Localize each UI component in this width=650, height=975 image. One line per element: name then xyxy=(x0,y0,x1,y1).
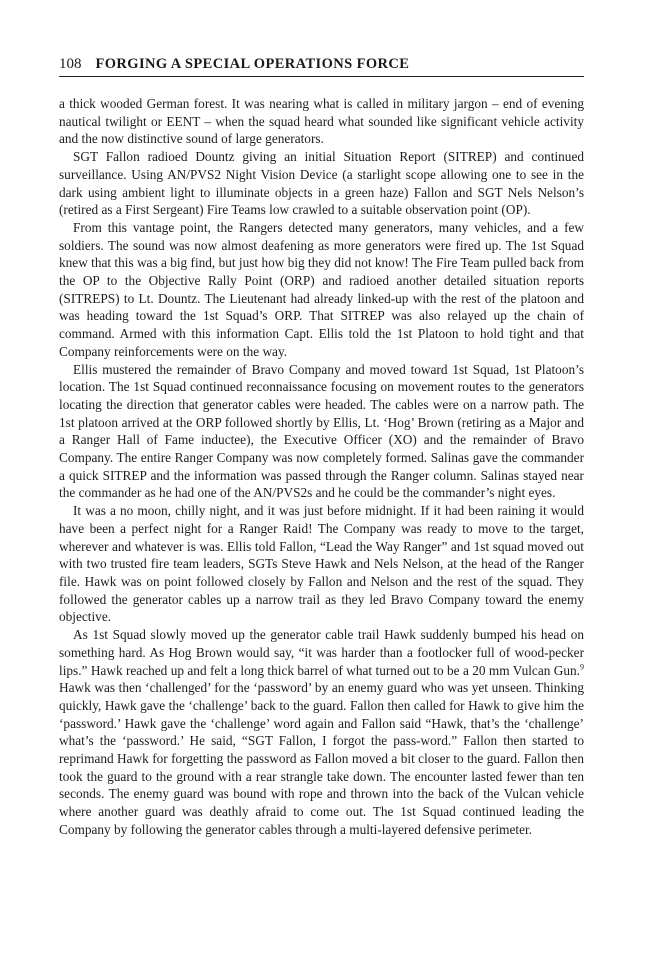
paragraph: SGT Fallon radioed Dountz giving an initial Situation Report (SITREP) and continued surveillance. Using AN/PVS2 Night Vision Device (a starlight scope allowing one to see in the dark using ambient light to illuminate objects in a green haze) Fallon and SGT Nels Nelson’s (retired as a First Sergeant) Fire Teams low crawled to a suitable observation point (OP). xyxy=(59,149,584,218)
body-text xyxy=(59,95,584,839)
paragraph: It was a no moon, chilly night, and it was just before midnight. If it had been raining it would have been a perfect night for a Ranger Raid! The Company was ready to move to the target, wherever and whatever is was. Ellis told Fallon, “Lead the Way Ranger” and 1st squad moved out with two trusted fire team leaders, SGTs Steve Hawk and Nels Nelson, at the head of the Ranger file. Hawk was on point followed closely by Fallon and Nelson and the rest of the squad. They followed the generator cables up a narrow trail as they led Bravo Company toward the enemy objective. xyxy=(59,503,584,625)
paragraph: Ellis mustered the remainder of Bravo Company and moved toward 1st Squad, 1st Platoon’s location. The 1st Squad continued reconnaissance focusing on movement routes to the generators locating the direction that generator cables were headed. The cables were on a narrow path. The 1st platoon arrived at the ORP followed shortly by Ellis, Lt. ‘Hog’ Brown (retiring as a Major and a Ranger Hall of Fame inductee), the Executive Officer (XO) and the remainder of Bravo Company. The entire Ranger Company was now completely formed. Salinas gave the commander a quick SITREP and the information was passed through the Ranger column. Salinas stayed near the commander as he had one of the AN/PVS2s and he could be the commander’s night eyes. xyxy=(59,361,584,501)
book-page xyxy=(59,56,584,839)
running-header xyxy=(59,56,584,77)
running-title: FORGING A SPECIAL OPERATIONS FORCE xyxy=(95,56,410,72)
footnote-marker: 9 xyxy=(580,662,584,672)
paragraph: a thick wooded German forest. It was nearing what is called in military jargon – end of evening nautical twilight or EENT – when the squad heard what sounded like significant vehicle activity and the now distinctive sound of large generators. xyxy=(59,96,584,147)
paragraph: From this vantage point, the Rangers detected many generators, many vehicles, and a few soldiers. The sound was now almost deafening as more generators were fired up. The 1st Squad knew that this was a big find, but just how big they did not know! The Fire Team pulled back from the OP to the Objective Rally Point (ORP) and radioed another detailed situation reports (SITREPS) to Lt. Dountz. The Lieutenant had already linked-up with the rest of the platoon and was heading toward the 1st Squad’s ORP. That SITREP was also relayed up the chain of command. Armed with this information Capt. Ellis told the 1st Platoon to hold tight and that Company reinforcements were on the way. xyxy=(59,219,584,359)
paragraph xyxy=(59,626,584,838)
page-number: 108 xyxy=(59,56,82,72)
paragraph-part: Hawk was then ‘challenged’ for the ‘password’ by an enemy guard who was yet unseen. Thinking quickly, Hawk gave the ‘challenge’ back to the guard. Fallon then called for Hawk to give him the ‘password.’ Hawk gave the ‘challenge’ word again and Fallon said “Hawk, that’s the ‘challenge’ what’s the ‘password.’ He said, “SGT Fallon, I forgot the pass-word.” Fallon then started to reprimand Hawk for forgetting the password as Fallon moved a bit closer to the guard. Fallon then took the guard to the ground with a rear strangle take down. The encounter lasted fewer than ten seconds. The enemy guard was bound with rope and thrown into the back of the Vulcan vehicle where another guard was deathly afraid to come out. The 1st Squad continued leading the Company by following the generator cables through a multi-layered defensive perimeter. xyxy=(59,680,584,837)
paragraph-part: As 1st Squad slowly moved up the generator cable trail Hawk suddenly bumped his head on something hard. As Hog Brown would say, “it was harder than a footlocker full of wood-pecker lips.” Hawk reached up and felt a long thick barrel of what turned out to be a 20 mm Vulcan Gun. xyxy=(59,627,584,678)
